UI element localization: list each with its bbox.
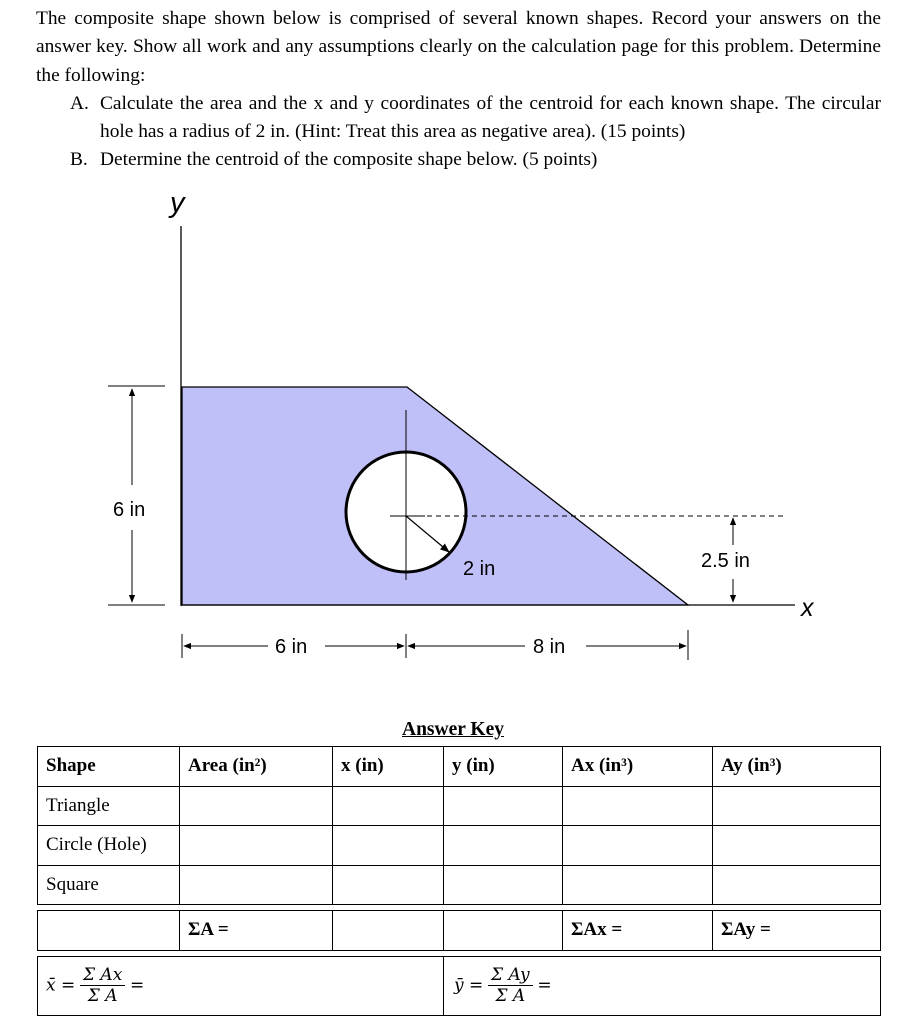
sum-empty-cell xyxy=(333,911,444,951)
base-dim-left-label: 6 in xyxy=(275,636,308,658)
answer-cell[interactable] xyxy=(333,786,444,826)
table-row xyxy=(38,786,881,826)
height-dim-label: 6 in xyxy=(113,499,146,521)
header-x: x (in) xyxy=(333,747,444,787)
xbar-lhs: x̄ = xyxy=(46,975,76,996)
answer-cell[interactable] xyxy=(333,826,444,866)
answer-cell[interactable] xyxy=(563,826,713,866)
answer-key-title: Answer Key xyxy=(402,719,505,740)
row-square-label: Square xyxy=(38,865,180,905)
header-shape: Shape xyxy=(38,747,180,787)
ybar-lhs: ȳ = xyxy=(454,975,484,996)
header-y: y (in) xyxy=(444,747,563,787)
ybar-cell[interactable] xyxy=(444,956,881,1015)
ybar-numerator: Σ Ay xyxy=(488,965,533,986)
intro-paragraph: The composite shape shown below is comprised of several known shapes. Record your answers on the answer key. Show all work and any assumptions clearly on the calculation page for this problem. Determine the following: xyxy=(36,8,881,86)
xbar-denominator: Σ A xyxy=(87,986,118,1006)
header-area: Area (in²) xyxy=(180,747,333,787)
answer-cell[interactable] xyxy=(563,865,713,905)
answer-cell[interactable] xyxy=(713,826,881,866)
radius-dim-label: 2 in xyxy=(463,558,496,580)
item-b-label: B. xyxy=(70,149,88,171)
table-row xyxy=(38,826,881,866)
answer-cell[interactable] xyxy=(563,786,713,826)
x-axis-label: x xyxy=(801,594,814,622)
item-a-label: A. xyxy=(70,92,89,114)
answer-cell[interactable] xyxy=(180,786,333,826)
y-axis-label: y xyxy=(170,187,185,219)
ybar-rhs: = xyxy=(537,975,552,996)
ybar-denominator: Σ A xyxy=(495,986,526,1006)
table-row xyxy=(38,865,881,905)
answer-cell[interactable] xyxy=(713,786,881,826)
item-b-text: Determine the centroid of the composite shape below. (5 points) xyxy=(100,149,598,171)
answer-cell[interactable] xyxy=(180,826,333,866)
answer-cell[interactable] xyxy=(713,865,881,905)
xbar-rhs: = xyxy=(130,975,145,996)
base-dim-right-label: 8 in xyxy=(533,636,566,658)
sum-row xyxy=(38,911,881,951)
answer-cell[interactable] xyxy=(444,865,563,905)
sum-empty-cell xyxy=(444,911,563,951)
centroid-row xyxy=(38,956,881,1015)
answer-cell[interactable] xyxy=(444,786,563,826)
header-ay: Ay (in³) xyxy=(713,747,881,787)
sum-ay-cell[interactable]: ΣAy = xyxy=(713,911,881,951)
xbar-cell[interactable] xyxy=(38,956,444,1015)
answer-cell[interactable] xyxy=(180,865,333,905)
sum-area-cell[interactable]: ΣA = xyxy=(180,911,333,951)
answer-key-header-row xyxy=(38,747,881,787)
ybar-fraction xyxy=(488,965,533,1006)
answer-cell[interactable] xyxy=(444,826,563,866)
sum-empty-cell xyxy=(38,911,180,951)
sum-ax-cell[interactable]: ΣAx = xyxy=(563,911,713,951)
row-circle-label: Circle (Hole) xyxy=(38,826,180,866)
answer-cell[interactable] xyxy=(333,865,444,905)
item-a-text: Calculate the area and the x and y coordinates of the centroid for each known shape. The circular hole has a radius of 2 in. (Hint: Treat this area as negative area). (15 points) xyxy=(100,92,881,143)
header-ax: Ax (in³) xyxy=(563,747,713,787)
row-triangle-label: Triangle xyxy=(38,786,180,826)
answer-key-table xyxy=(37,746,881,1016)
xbar-fraction xyxy=(80,965,125,1006)
xbar-numerator: Σ Ax xyxy=(80,965,125,986)
offset-dim-label: 2.5 in xyxy=(701,550,750,572)
